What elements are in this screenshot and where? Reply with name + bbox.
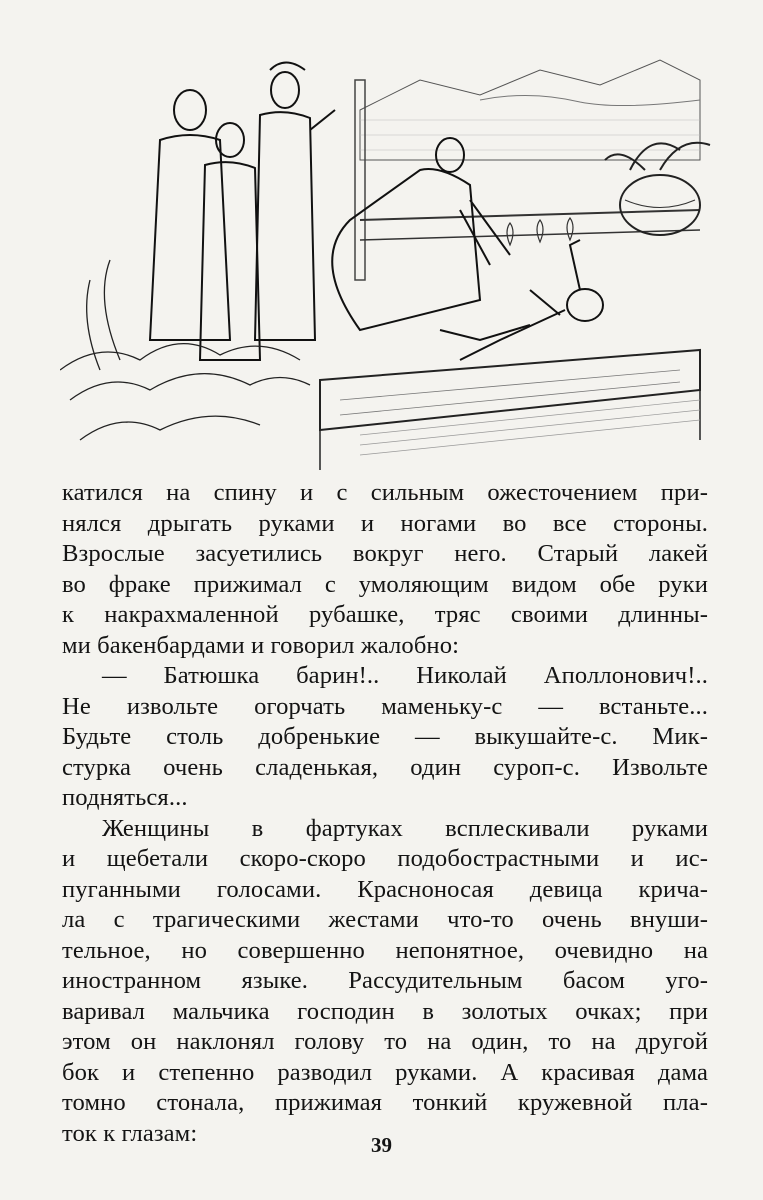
- text-line: подняться...: [62, 784, 188, 811]
- text-line: варивал мальчика господин в золотых очках; при: [62, 997, 708, 1025]
- illustration: [60, 40, 720, 470]
- text-line: Будьте столь добренькие — выкушайте-с. Мик-: [62, 723, 708, 750]
- text-line: томно стонала, прижимая тонкий кружевной пла-: [62, 1089, 708, 1116]
- text-line: этом он наклонял голову то на один, то на другой: [62, 1028, 708, 1055]
- text-line: бок и степенно разводил руками. А красивая дама: [62, 1058, 708, 1086]
- text-line: — Батюшка барин!.. Николай Аполлонович!..: [102, 662, 708, 689]
- text-line: Не извольте огорчать маменьку-с — встаньте...: [62, 692, 708, 720]
- text-line: иностранном языке. Рассудительным басом уго-: [62, 967, 708, 994]
- text-line: ток к глазам:: [62, 1119, 198, 1147]
- text-line: Взрослые засуетились вокруг него. Старый лакей: [62, 540, 708, 567]
- text-line: пуганными голосами. Красноносая девица крича-: [62, 875, 708, 903]
- text-line: тельное, но совершенно непонятное, очевидно на: [62, 936, 708, 964]
- text-line: стурка очень сладенькая, один суроп-с. Извольте: [62, 753, 708, 781]
- paragraph-1: [62, 478, 708, 661]
- text-line: и щебетали скоро-скоро подобострастными и ис-: [62, 845, 708, 872]
- text-line: ми бакенбардами и говорил жалобно:: [62, 631, 460, 659]
- paragraph-3: [62, 814, 708, 1150]
- engraving-illustration: [60, 40, 720, 470]
- text-line: Женщины в фартуках всплескивали руками: [102, 814, 708, 842]
- text-line: к накрахмаленной рубашке, тряс своими длинны-: [62, 601, 708, 628]
- text-line: нялся дрыгать руками и ногами во все стороны.: [62, 509, 708, 537]
- text-line: во фраке прижимал с умоляющим видом обе руки: [62, 570, 708, 598]
- text-line: катился на спину и с сильным ожесточением при-: [62, 479, 708, 506]
- body-text: [62, 478, 708, 1149]
- text-line: ла с трагическими жестами что-то очень внуши-: [62, 906, 708, 933]
- page-number: 39: [371, 1133, 392, 1157]
- paragraph-2: [62, 661, 708, 814]
